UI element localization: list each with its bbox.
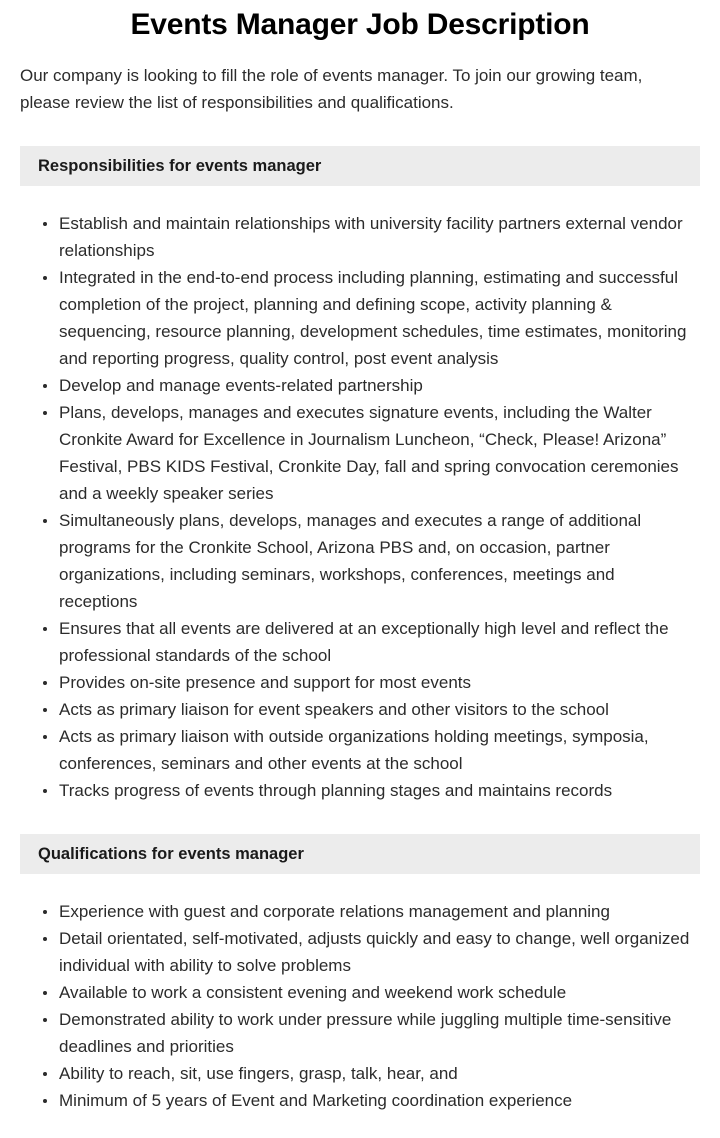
section-heading-responsibilities: Responsibilities for events manager bbox=[20, 146, 700, 186]
list-item: Minimum of 5 years of Event and Marketing coordination experience bbox=[0, 1087, 720, 1114]
section-heading-qualifications: Qualifications for events manager bbox=[20, 834, 700, 874]
section-responsibilities bbox=[0, 146, 720, 804]
list-item: Experience with guest and corporate relations management and planning bbox=[0, 898, 720, 925]
list-item: Establish and maintain relationships with university facility partners external vendor relationships bbox=[0, 210, 720, 264]
intro-paragraph: Our company is looking to fill the role of events manager. To join our growing team, please review the list of responsibilities and qualifications. bbox=[20, 66, 643, 112]
spacer bbox=[0, 186, 720, 210]
list-item: Integrated in the end-to-end process including planning, estimating and successful completion of the project, planning and defining scope, activity planning & sequencing, resource planning, development schedules, time estimates, monitoring and reporting progress, quality control, post event analysis bbox=[0, 264, 720, 372]
list-item: Tracks progress of events through planning stages and maintains records bbox=[0, 777, 720, 804]
page-title: Events Manager Job Description bbox=[130, 8, 590, 41]
list-item: Simultaneously plans, develops, manages and executes a range of additional programs for the Cronkite School, Arizona PBS and, on occasion, partner organizations, including seminars, workshops, conferences, meetings and receptions bbox=[0, 507, 720, 615]
spacer bbox=[0, 804, 720, 834]
list-item: Acts as primary liaison with outside organizations holding meetings, symposia, conferences, seminars and other events at the school bbox=[0, 723, 720, 777]
list-item: Demonstrated ability to work under pressure while juggling multiple time-sensitive deadlines and priorities bbox=[0, 1006, 720, 1060]
spacer bbox=[0, 1114, 720, 1134]
list-item: Develop and manage events-related partnership bbox=[0, 372, 720, 399]
list-item: Provides on-site presence and support for most events bbox=[0, 669, 720, 696]
list-item: Ability to reach, sit, use fingers, grasp, talk, hear, and bbox=[0, 1060, 720, 1087]
list-item: Available to work a consistent evening and weekend work schedule bbox=[0, 979, 720, 1006]
responsibilities-list bbox=[0, 210, 720, 804]
qualifications-list bbox=[0, 898, 720, 1114]
list-item: Plans, develops, manages and executes signature events, including the Walter Cronkite Award for Excellence in Journalism Luncheon, “Check, Please! Arizona” Festival, PBS KIDS Festival, Cronkite Day, fall and spring convocation ceremonies and a weekly speaker series bbox=[0, 399, 720, 507]
list-item: Detail orientated, self-motivated, adjusts quickly and easy to change, well organized individual with ability to solve problems bbox=[0, 925, 720, 979]
spacer bbox=[0, 874, 720, 898]
list-item: Acts as primary liaison for event speakers and other visitors to the school bbox=[0, 696, 720, 723]
list-item: Ensures that all events are delivered at an exceptionally high level and reflect the professional standards of the school bbox=[0, 615, 720, 669]
spacer bbox=[0, 116, 720, 146]
section-qualifications bbox=[0, 834, 720, 1114]
